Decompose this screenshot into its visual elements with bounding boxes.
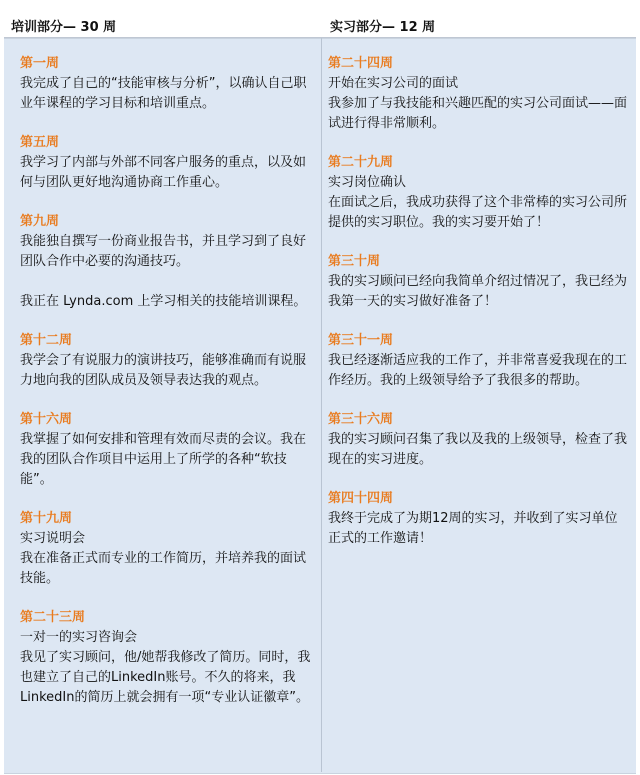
entry-subtitle: 实习说明会 bbox=[20, 531, 86, 546]
week-heading: 第三十周 bbox=[328, 254, 381, 269]
entry-text: 在面试之后，我成功获得了这个非常棒的实习公司所提供的实习职位。我的实习要开始了！ bbox=[328, 195, 628, 230]
column-divider bbox=[321, 38, 322, 772]
training-entry bbox=[20, 331, 315, 391]
training-entry bbox=[20, 133, 315, 193]
entry-subtitle: 实习岗位确认 bbox=[328, 175, 407, 190]
training-column-title: 培训部分— 30 周 bbox=[11, 20, 117, 35]
week-heading: 第二十三周 bbox=[20, 610, 86, 625]
week-heading: 第五周 bbox=[20, 135, 60, 150]
week-heading: 第十九周 bbox=[20, 511, 73, 526]
entry-text: 我参加了与我技能和兴趣匹配的实习公司面试——面试进行得非常顺利。 bbox=[328, 96, 628, 131]
internship-column-title: 实习部分— 12 周 bbox=[330, 20, 436, 35]
week-heading: 第三十一周 bbox=[328, 333, 394, 348]
entry-text: 我掌握了如何安排和管理有效而尽责的会议。我在我的团队合作项目中运用上了所学的各种“软技能”。 bbox=[20, 432, 307, 487]
entry-subtitle: 开始在实习公司的面试 bbox=[328, 76, 459, 91]
week-heading: 第三十六周 bbox=[328, 412, 394, 427]
week-heading: 第一周 bbox=[20, 56, 60, 71]
entry-text: 我完成了自己的“技能审核与分析”，以确认自己职业年课程的学习目标和培训重点。 bbox=[20, 76, 307, 111]
week-heading: 第二十九周 bbox=[328, 155, 394, 170]
week-heading: 第二十四周 bbox=[328, 56, 394, 71]
internship-entry bbox=[328, 410, 628, 470]
training-entry bbox=[20, 509, 315, 589]
entry-text: 我的实习顾问召集了我以及我的上级领导，检查了我现在的实习进度。 bbox=[328, 432, 628, 467]
training-entry bbox=[20, 608, 315, 708]
week-heading: 第四十四周 bbox=[328, 491, 394, 506]
entry-text: 我已经逐渐适应我的工作了，并非常喜爱我现在的工作经历。我的上级领导给予了我很多的帮助。 bbox=[328, 353, 628, 388]
internship-entry bbox=[328, 489, 628, 549]
entry-text: 我正在 Lynda.com 上学习相关的技能培训课程。 bbox=[20, 294, 307, 309]
entry-text: 我能独自撰写一份商业报告书，并且学习到了良好团队合作中必要的沟通技巧。 bbox=[20, 234, 307, 269]
internship-entry bbox=[328, 252, 628, 312]
week-heading: 第十六周 bbox=[20, 412, 73, 427]
entry-text: 我学习了内部与外部不同客户服务的重点，以及如何与团队更好地沟通协商工作重心。 bbox=[20, 155, 307, 190]
internship-column bbox=[328, 54, 628, 568]
training-entry bbox=[20, 54, 315, 114]
internship-entry bbox=[328, 54, 628, 134]
training-column bbox=[20, 54, 315, 727]
week-heading: 第九周 bbox=[20, 214, 60, 229]
entry-text: 我在准备正式而专业的工作简历，并培养我的面试技能。 bbox=[20, 551, 307, 586]
internship-entry bbox=[328, 331, 628, 391]
week-heading: 第十二周 bbox=[20, 333, 73, 348]
entry-subtitle: 一对一的实习咨询会 bbox=[20, 630, 138, 645]
entry-text: 我的实习顾问已经向我简单介绍过情况了，我已经为我第一天的实习做好准备了！ bbox=[328, 274, 628, 309]
entry-text: 我学会了有说服力的演讲技巧，能够准确而有说服力地向我的团队成员及领导表达我的观点。 bbox=[20, 353, 307, 388]
training-entry bbox=[20, 212, 315, 312]
entry-text: 我终于完成了为期12周的实习，并收到了实习单位正式的工作邀请！ bbox=[328, 511, 618, 546]
internship-entry bbox=[328, 153, 628, 233]
training-entry bbox=[20, 410, 315, 490]
table-header bbox=[0, 0, 640, 38]
entry-text: 我见了实习顾问，他/她帮我修改了简历。同时，我也建立了自己的LinkedIn账号。不久的将来，我LinkedIn的简历上就会拥有一项“专业认证徽章”。 bbox=[20, 650, 311, 705]
